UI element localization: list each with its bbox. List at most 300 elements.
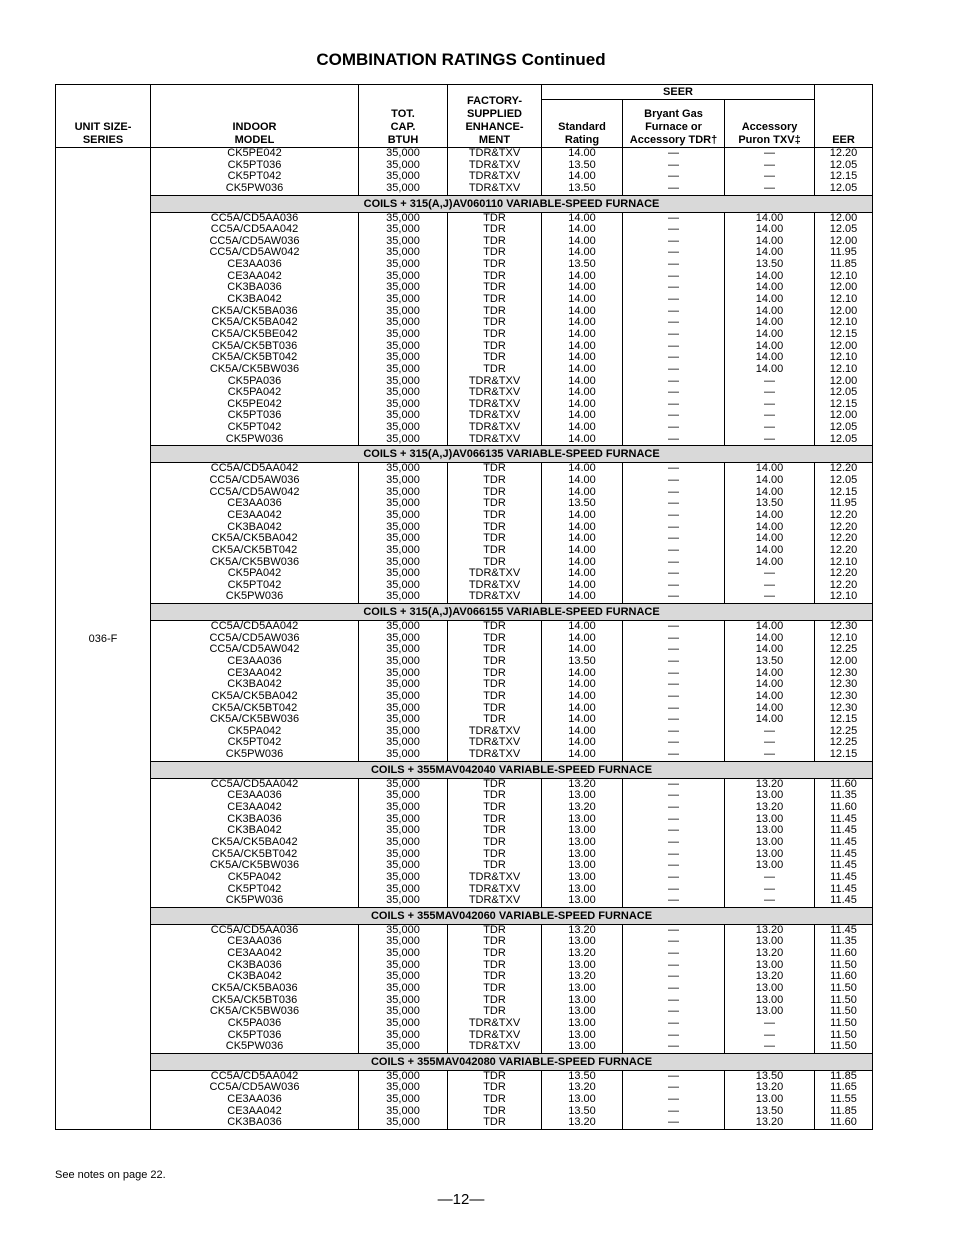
indoor-model-value: CK5PA042 xyxy=(227,387,282,399)
total-capacity-value: 35,000 xyxy=(386,948,420,960)
standard-rating-value: 14.00 xyxy=(568,387,596,399)
accessory-txv-value: 13.00 xyxy=(755,813,784,825)
unit-size-series-cell: 036-F xyxy=(56,148,151,1130)
total-capacity-value: 35,000 xyxy=(386,725,420,737)
accessory-txv-value: 14.00 xyxy=(755,305,784,317)
header-eer: EER xyxy=(815,85,873,148)
accessory-txv-value: — xyxy=(764,410,776,422)
accessory-txv-column-cell xyxy=(725,463,815,604)
indoor-model-value: CE3AA036 xyxy=(227,790,282,802)
eer-value: 11.45 xyxy=(830,825,857,837)
standard-rating-value: 13.00 xyxy=(568,994,596,1006)
total-capacity-value: 35,000 xyxy=(386,836,420,848)
enhancement-value: TDR xyxy=(483,632,506,644)
standard-rating-value: 14.00 xyxy=(568,340,596,352)
enhancement-value: TDR xyxy=(483,294,506,306)
indoor-model-value: CC5A/CD5AW042 xyxy=(209,644,300,656)
eer-value: 12.10 xyxy=(829,270,858,282)
total-capacity-value: 35,000 xyxy=(386,328,420,340)
accessory-txv-value: 14.00 xyxy=(755,533,784,545)
eer-value: 12.10 xyxy=(829,294,858,306)
standard-rating-value: 14.00 xyxy=(568,521,596,533)
indoor-model-value: CK5PA042 xyxy=(227,871,282,883)
bryant-tdr-value: — xyxy=(668,825,679,837)
standard-rating-value: 14.00 xyxy=(568,212,596,224)
total-capacity-value: 35,000 xyxy=(386,1094,420,1106)
enhancement-value: TDR xyxy=(483,544,506,556)
accessory-txv-column-cell xyxy=(725,621,815,762)
enhancement-column-cell xyxy=(448,924,542,1053)
enhancement-value: TDR xyxy=(483,836,506,848)
bryant-tdr-column-cell xyxy=(623,1070,725,1129)
indoor-model-value: CK5A/CK5BT042 xyxy=(211,352,298,364)
standard-rating-value: 13.20 xyxy=(568,924,596,936)
bryant-tdr-value: — xyxy=(668,579,679,591)
total-capacity-value: 35,000 xyxy=(386,363,420,375)
total-capacity-value: 35,000 xyxy=(386,983,420,994)
total-capacity-value: 35,000 xyxy=(386,247,420,259)
bryant-tdr-value: — xyxy=(668,1105,679,1117)
eer-value: 11.95 xyxy=(830,247,857,259)
bryant-tdr-value: — xyxy=(668,270,679,282)
enhancement-value: TDR xyxy=(483,667,506,679)
indoor-model-value: CC5A/CD5AA036 xyxy=(210,924,299,936)
indoor-model-value: CK5A/CK5BT042 xyxy=(211,544,298,556)
accessory-txv-value: 14.00 xyxy=(755,556,784,568)
accessory-txv-value: 13.20 xyxy=(755,778,784,790)
indoor-model-value: CK5A/CK5BA042 xyxy=(211,690,298,702)
bryant-tdr-value: — xyxy=(668,317,679,329)
standard-rating-value: 14.00 xyxy=(568,509,596,521)
eer-value: 11.50 xyxy=(830,994,857,1006)
enhancement-value: TDR xyxy=(483,959,506,971)
enhancement-value: TDR xyxy=(483,644,506,656)
standard-rating-value: 13.00 xyxy=(568,1041,596,1053)
eer-column-cell xyxy=(815,148,873,196)
standard-rating-value: 14.00 xyxy=(568,422,596,434)
total-capacity-value: 35,000 xyxy=(386,895,420,907)
standard-rating-column-cell xyxy=(542,212,623,446)
eer-value: 12.00 xyxy=(829,212,858,224)
eer-value: 12.15 xyxy=(829,398,858,410)
total-capacity-value: 35,000 xyxy=(386,148,420,159)
bryant-tdr-value: — xyxy=(668,1094,679,1106)
enhancement-value: TDR xyxy=(483,714,506,726)
accessory-txv-value: 14.00 xyxy=(755,294,784,306)
eer-value: 11.45 xyxy=(830,924,857,936)
bryant-tdr-value: — xyxy=(668,422,679,434)
enhancement-value: TDR xyxy=(483,621,506,633)
eer-value: 11.85 xyxy=(830,1070,857,1082)
indoor-model-value: CK5A/CK5BA036 xyxy=(211,305,298,317)
enhancement-value: TDR&TXV xyxy=(468,410,521,422)
indoor-model-value: CK5PW036 xyxy=(225,182,284,194)
standard-rating-value: 14.00 xyxy=(568,247,596,259)
indoor-model-value: CK3BA036 xyxy=(227,1117,282,1129)
bryant-tdr-value: — xyxy=(668,352,679,364)
total-capacity-value: 35,000 xyxy=(386,270,420,282)
accessory-txv-value: 14.00 xyxy=(755,679,784,691)
total-capacity-column-cell xyxy=(359,463,448,604)
header-unit-size-series: UNIT SIZE-SERIES xyxy=(56,85,151,148)
standard-rating-column-cell xyxy=(542,778,623,907)
section-header-row xyxy=(56,446,873,463)
accessory-txv-value: 14.00 xyxy=(755,363,784,375)
section-data-row xyxy=(56,148,873,196)
bryant-tdr-value: — xyxy=(668,971,679,983)
standard-rating-value: 13.00 xyxy=(568,790,596,802)
eer-value: 12.15 xyxy=(829,749,858,761)
accessory-txv-value: — xyxy=(764,1029,776,1041)
total-capacity-value: 35,000 xyxy=(386,690,420,702)
enhancement-value: TDR&TXV xyxy=(468,148,521,159)
accessory-txv-value: 13.50 xyxy=(755,498,784,510)
enhancement-value: TDR&TXV xyxy=(468,749,521,761)
standard-rating-value: 13.00 xyxy=(568,1006,596,1018)
indoor-model-value: CK5A/CK5BA042 xyxy=(211,533,298,545)
indoor-model-value: CK5PE042 xyxy=(227,148,282,159)
indoor-model-value: CK5A/CK5BA042 xyxy=(211,836,298,848)
indoor-model-value: CK3BA036 xyxy=(227,959,282,971)
enhancement-value: TDR xyxy=(483,825,506,837)
bryant-tdr-value: — xyxy=(668,509,679,521)
indoor-model-value: CK5PT042 xyxy=(227,579,282,591)
standard-rating-value: 14.00 xyxy=(568,621,596,633)
standard-rating-value: 14.00 xyxy=(568,224,596,236)
total-capacity-value: 35,000 xyxy=(386,171,420,183)
total-capacity-value: 35,000 xyxy=(386,568,420,580)
enhancement-value: TDR xyxy=(483,259,506,271)
indoor-model-column-cell xyxy=(151,212,359,446)
header-factory-enhancement: FACTORY- SUPPLIED ENHANCE- MENT xyxy=(448,85,542,148)
total-capacity-value: 35,000 xyxy=(386,644,420,656)
accessory-txv-value: 14.00 xyxy=(755,667,784,679)
standard-rating-value: 13.20 xyxy=(568,948,596,960)
total-capacity-column-cell xyxy=(359,1070,448,1129)
enhancement-value: TDR xyxy=(483,971,506,983)
bryant-tdr-column-cell xyxy=(623,212,725,446)
eer-column-cell xyxy=(815,778,873,907)
total-capacity-value: 35,000 xyxy=(386,871,420,883)
indoor-model-value: CC5A/CD5AW042 xyxy=(209,486,300,498)
indoor-model-value: CK3BA042 xyxy=(227,825,282,837)
indoor-model-value: CK3BA042 xyxy=(227,679,282,691)
indoor-model-value: CK5A/CK5BW036 xyxy=(209,556,300,568)
bryant-tdr-value: — xyxy=(668,644,679,656)
section-title: COILS + 355MAV042080 VARIABLE-SPEED FURNACE xyxy=(151,1053,873,1070)
eer-value: 11.35 xyxy=(830,936,857,948)
bryant-tdr-value: — xyxy=(668,486,679,498)
indoor-model-value: CK5PT036 xyxy=(227,1029,282,1041)
bryant-tdr-column-cell xyxy=(623,463,725,604)
enhancement-value: TDR&TXV xyxy=(468,398,521,410)
eer-value: 11.60 xyxy=(830,971,857,983)
enhancement-value: TDR&TXV xyxy=(468,433,521,445)
enhancement-value: TDR&TXV xyxy=(468,171,521,183)
section-data-row xyxy=(56,621,873,762)
standard-rating-value: 14.00 xyxy=(568,533,596,545)
accessory-txv-value: 14.00 xyxy=(755,328,784,340)
eer-value: 11.95 xyxy=(830,498,857,510)
standard-rating-value: 13.00 xyxy=(568,871,596,883)
accessory-txv-value: — xyxy=(764,148,776,159)
standard-rating-value: 14.00 xyxy=(568,282,596,294)
standard-rating-column-cell xyxy=(542,621,623,762)
total-capacity-value: 35,000 xyxy=(386,737,420,749)
standard-rating-value: 13.50 xyxy=(568,259,596,271)
standard-rating-value: 14.00 xyxy=(568,714,596,726)
total-capacity-value: 35,000 xyxy=(386,883,420,895)
indoor-model-value: CK5A/CK5BT036 xyxy=(211,340,298,352)
accessory-txv-value: 14.00 xyxy=(755,235,784,247)
enhancement-value: TDR xyxy=(483,463,506,475)
standard-rating-value: 14.00 xyxy=(568,679,596,691)
eer-value: 11.85 xyxy=(830,259,857,271)
accessory-txv-column-cell xyxy=(725,778,815,907)
total-capacity-value: 35,000 xyxy=(386,486,420,498)
accessory-txv-value: 13.20 xyxy=(755,971,784,983)
accessory-txv-value: 13.00 xyxy=(755,825,784,837)
accessory-txv-value: 13.00 xyxy=(755,790,784,802)
bryant-tdr-value: — xyxy=(668,714,679,726)
eer-value: 11.45 xyxy=(830,871,857,883)
accessory-txv-value: — xyxy=(764,159,776,171)
standard-rating-column-cell xyxy=(542,1070,623,1129)
eer-value: 12.10 xyxy=(829,632,858,644)
eer-value: 12.05 xyxy=(829,159,858,171)
standard-rating-value: 14.00 xyxy=(568,317,596,329)
section-title: COILS + 315(A,J)AV060110 VARIABLE-SPEED FURNACE xyxy=(151,195,873,212)
bryant-tdr-value: — xyxy=(668,621,679,633)
bryant-tdr-value: — xyxy=(668,591,679,603)
total-capacity-column-cell xyxy=(359,924,448,1053)
total-capacity-value: 35,000 xyxy=(386,1117,420,1129)
total-capacity-value: 35,000 xyxy=(386,825,420,837)
bryant-tdr-value: — xyxy=(668,1041,679,1053)
indoor-model-value: CC5A/CD5AW036 xyxy=(209,475,300,487)
standard-rating-value: 13.00 xyxy=(568,936,596,948)
indoor-model-value: CK5PT036 xyxy=(227,159,282,171)
indoor-model-value: CC5A/CD5AW036 xyxy=(209,632,300,644)
enhancement-value: TDR&TXV xyxy=(468,182,521,194)
indoor-model-value: CK5A/CK5BT042 xyxy=(211,702,298,714)
total-capacity-value: 35,000 xyxy=(386,813,420,825)
standard-rating-value: 13.00 xyxy=(568,825,596,837)
bryant-tdr-value: — xyxy=(668,148,679,159)
enhancement-value: TDR&TXV xyxy=(468,737,521,749)
enhancement-value: TDR&TXV xyxy=(468,895,521,907)
total-capacity-column-cell xyxy=(359,212,448,446)
header-total-capacity: TOT. CAP. BTUH xyxy=(359,85,448,148)
bryant-tdr-value: — xyxy=(668,1006,679,1018)
indoor-model-value: CE3AA036 xyxy=(227,498,282,510)
header-standard-rating: Standard Rating xyxy=(542,100,623,148)
indoor-model-value: CK3BA042 xyxy=(227,294,282,306)
eer-value: 11.55 xyxy=(830,1094,857,1106)
header-seer: SEER xyxy=(542,85,815,100)
accessory-txv-column-cell xyxy=(725,148,815,196)
accessory-txv-value: 13.20 xyxy=(755,924,784,936)
enhancement-value: TDR xyxy=(483,813,506,825)
indoor-model-value: CC5A/CD5AA042 xyxy=(210,224,299,236)
standard-rating-value: 14.00 xyxy=(568,475,596,487)
standard-rating-value: 14.00 xyxy=(568,305,596,317)
bryant-tdr-value: — xyxy=(668,182,679,194)
accessory-txv-value: 13.20 xyxy=(755,948,784,960)
eer-value: 12.25 xyxy=(829,737,858,749)
standard-rating-value: 13.20 xyxy=(568,1082,596,1094)
indoor-model-column-cell xyxy=(151,924,359,1053)
total-capacity-value: 35,000 xyxy=(386,294,420,306)
indoor-model-value: CK5PT042 xyxy=(227,422,282,434)
indoor-model-value: CE3AA036 xyxy=(227,936,282,948)
total-capacity-column-cell xyxy=(359,778,448,907)
indoor-model-column-cell xyxy=(151,463,359,604)
eer-value: 12.00 xyxy=(829,655,858,667)
standard-rating-value: 13.20 xyxy=(568,971,596,983)
bryant-tdr-column-cell xyxy=(623,621,725,762)
total-capacity-value: 35,000 xyxy=(386,1105,420,1117)
enhancement-value: TDR&TXV xyxy=(468,422,521,434)
eer-value: 12.00 xyxy=(829,410,858,422)
accessory-txv-value: 13.00 xyxy=(755,1006,784,1018)
total-capacity-value: 35,000 xyxy=(386,305,420,317)
eer-column-cell xyxy=(815,212,873,446)
eer-value: 12.30 xyxy=(829,690,858,702)
enhancement-value: TDR xyxy=(483,305,506,317)
bryant-tdr-value: — xyxy=(668,948,679,960)
standard-rating-value: 14.00 xyxy=(568,725,596,737)
footnote: See notes on page 22. xyxy=(55,1169,166,1181)
total-capacity-value: 35,000 xyxy=(386,621,420,633)
accessory-txv-value: — xyxy=(764,579,776,591)
standard-rating-value: 14.00 xyxy=(568,148,596,159)
enhancement-value: TDR xyxy=(483,690,506,702)
total-capacity-value: 35,000 xyxy=(386,632,420,644)
accessory-txv-value: — xyxy=(764,1017,776,1029)
standard-rating-value: 13.50 xyxy=(568,182,596,194)
standard-rating-value: 14.00 xyxy=(568,270,596,282)
enhancement-value: TDR&TXV xyxy=(468,159,521,171)
total-capacity-value: 35,000 xyxy=(386,556,420,568)
accessory-txv-value: 14.00 xyxy=(755,621,784,633)
total-capacity-value: 35,000 xyxy=(386,544,420,556)
standard-rating-value: 13.50 xyxy=(568,1070,596,1082)
enhancement-value: TDR&TXV xyxy=(468,387,521,399)
indoor-model-value: CK5PT042 xyxy=(227,171,282,183)
enhancement-value: TDR xyxy=(483,509,506,521)
accessory-txv-value: — xyxy=(764,375,776,387)
enhancement-column-cell xyxy=(448,463,542,604)
enhancement-value: TDR xyxy=(483,352,506,364)
accessory-txv-value: 14.00 xyxy=(755,475,784,487)
total-capacity-value: 35,000 xyxy=(386,422,420,434)
bryant-tdr-column-cell xyxy=(623,924,725,1053)
section-data-row xyxy=(56,778,873,907)
total-capacity-value: 35,000 xyxy=(386,498,420,510)
bryant-tdr-value: — xyxy=(668,544,679,556)
enhancement-value: TDR xyxy=(483,247,506,259)
header-indoor-model: INDOOR MODEL xyxy=(151,85,359,148)
indoor-model-value: CK5A/CK5BW036 xyxy=(209,363,300,375)
eer-value: 11.60 xyxy=(830,778,857,790)
standard-rating-value: 14.00 xyxy=(568,702,596,714)
enhancement-value: TDR xyxy=(483,533,506,545)
accessory-txv-value: — xyxy=(764,871,776,883)
indoor-model-value: CE3AA042 xyxy=(227,948,282,960)
enhancement-value: TDR xyxy=(483,282,506,294)
total-capacity-value: 35,000 xyxy=(386,463,420,475)
eer-value: 12.00 xyxy=(829,235,858,247)
standard-rating-value: 14.00 xyxy=(568,544,596,556)
bryant-tdr-value: — xyxy=(668,235,679,247)
eer-value: 12.20 xyxy=(829,579,858,591)
eer-value: 12.20 xyxy=(829,463,858,475)
eer-value: 11.65 xyxy=(830,1082,857,1094)
eer-value: 12.10 xyxy=(829,317,858,329)
table-body xyxy=(56,148,873,1130)
accessory-txv-value: 13.00 xyxy=(755,959,784,971)
indoor-model-value: CK3BA042 xyxy=(227,971,282,983)
indoor-model-value: CE3AA036 xyxy=(227,259,282,271)
enhancement-value: TDR xyxy=(483,948,506,960)
bryant-tdr-value: — xyxy=(668,790,679,802)
standard-rating-value: 14.00 xyxy=(568,363,596,375)
bryant-tdr-value: — xyxy=(668,1070,679,1082)
section-title: COILS + 315(A,J)AV066155 VARIABLE-SPEED FURNACE xyxy=(151,604,873,621)
eer-value: 11.85 xyxy=(830,1105,857,1117)
standard-rating-value: 14.00 xyxy=(568,591,596,603)
enhancement-value: TDR xyxy=(483,328,506,340)
indoor-model-value: CC5A/CD5AA042 xyxy=(210,1070,299,1082)
total-capacity-value: 35,000 xyxy=(386,259,420,271)
bryant-tdr-value: — xyxy=(668,533,679,545)
total-capacity-value: 35,000 xyxy=(386,778,420,790)
standard-rating-value: 14.00 xyxy=(568,667,596,679)
standard-rating-value: 14.00 xyxy=(568,632,596,644)
standard-rating-value: 13.00 xyxy=(568,1017,596,1029)
section-header-row xyxy=(56,1053,873,1070)
total-capacity-value: 35,000 xyxy=(386,579,420,591)
enhancement-value: TDR xyxy=(483,983,506,994)
indoor-model-value: CK5PW036 xyxy=(225,433,284,445)
eer-value: 12.25 xyxy=(829,644,858,656)
accessory-txv-value: 13.00 xyxy=(755,836,784,848)
eer-value: 12.20 xyxy=(829,521,858,533)
indoor-model-value: CE3AA042 xyxy=(227,667,282,679)
eer-value: 12.05 xyxy=(829,422,858,434)
enhancement-value: TDR xyxy=(483,521,506,533)
enhancement-value: TDR xyxy=(483,475,506,487)
eer-value: 12.05 xyxy=(829,224,858,236)
enhancement-column-cell xyxy=(448,778,542,907)
accessory-txv-value: 13.00 xyxy=(755,936,784,948)
eer-value: 12.20 xyxy=(829,509,858,521)
enhancement-value: TDR&TXV xyxy=(468,1041,521,1053)
indoor-model-value: CK5PA036 xyxy=(227,1017,282,1029)
accessory-txv-value: 13.00 xyxy=(755,848,784,860)
eer-value: 11.50 xyxy=(830,1006,857,1018)
indoor-model-value: CE3AA042 xyxy=(227,270,282,282)
indoor-model-value: CK5A/CK5BT036 xyxy=(211,994,298,1006)
bryant-tdr-value: — xyxy=(668,725,679,737)
eer-value: 12.05 xyxy=(829,182,858,194)
eer-value: 12.00 xyxy=(829,340,858,352)
accessory-txv-column-cell xyxy=(725,924,815,1053)
total-capacity-value: 35,000 xyxy=(386,235,420,247)
total-capacity-value: 35,000 xyxy=(386,509,420,521)
total-capacity-value: 35,000 xyxy=(386,212,420,224)
